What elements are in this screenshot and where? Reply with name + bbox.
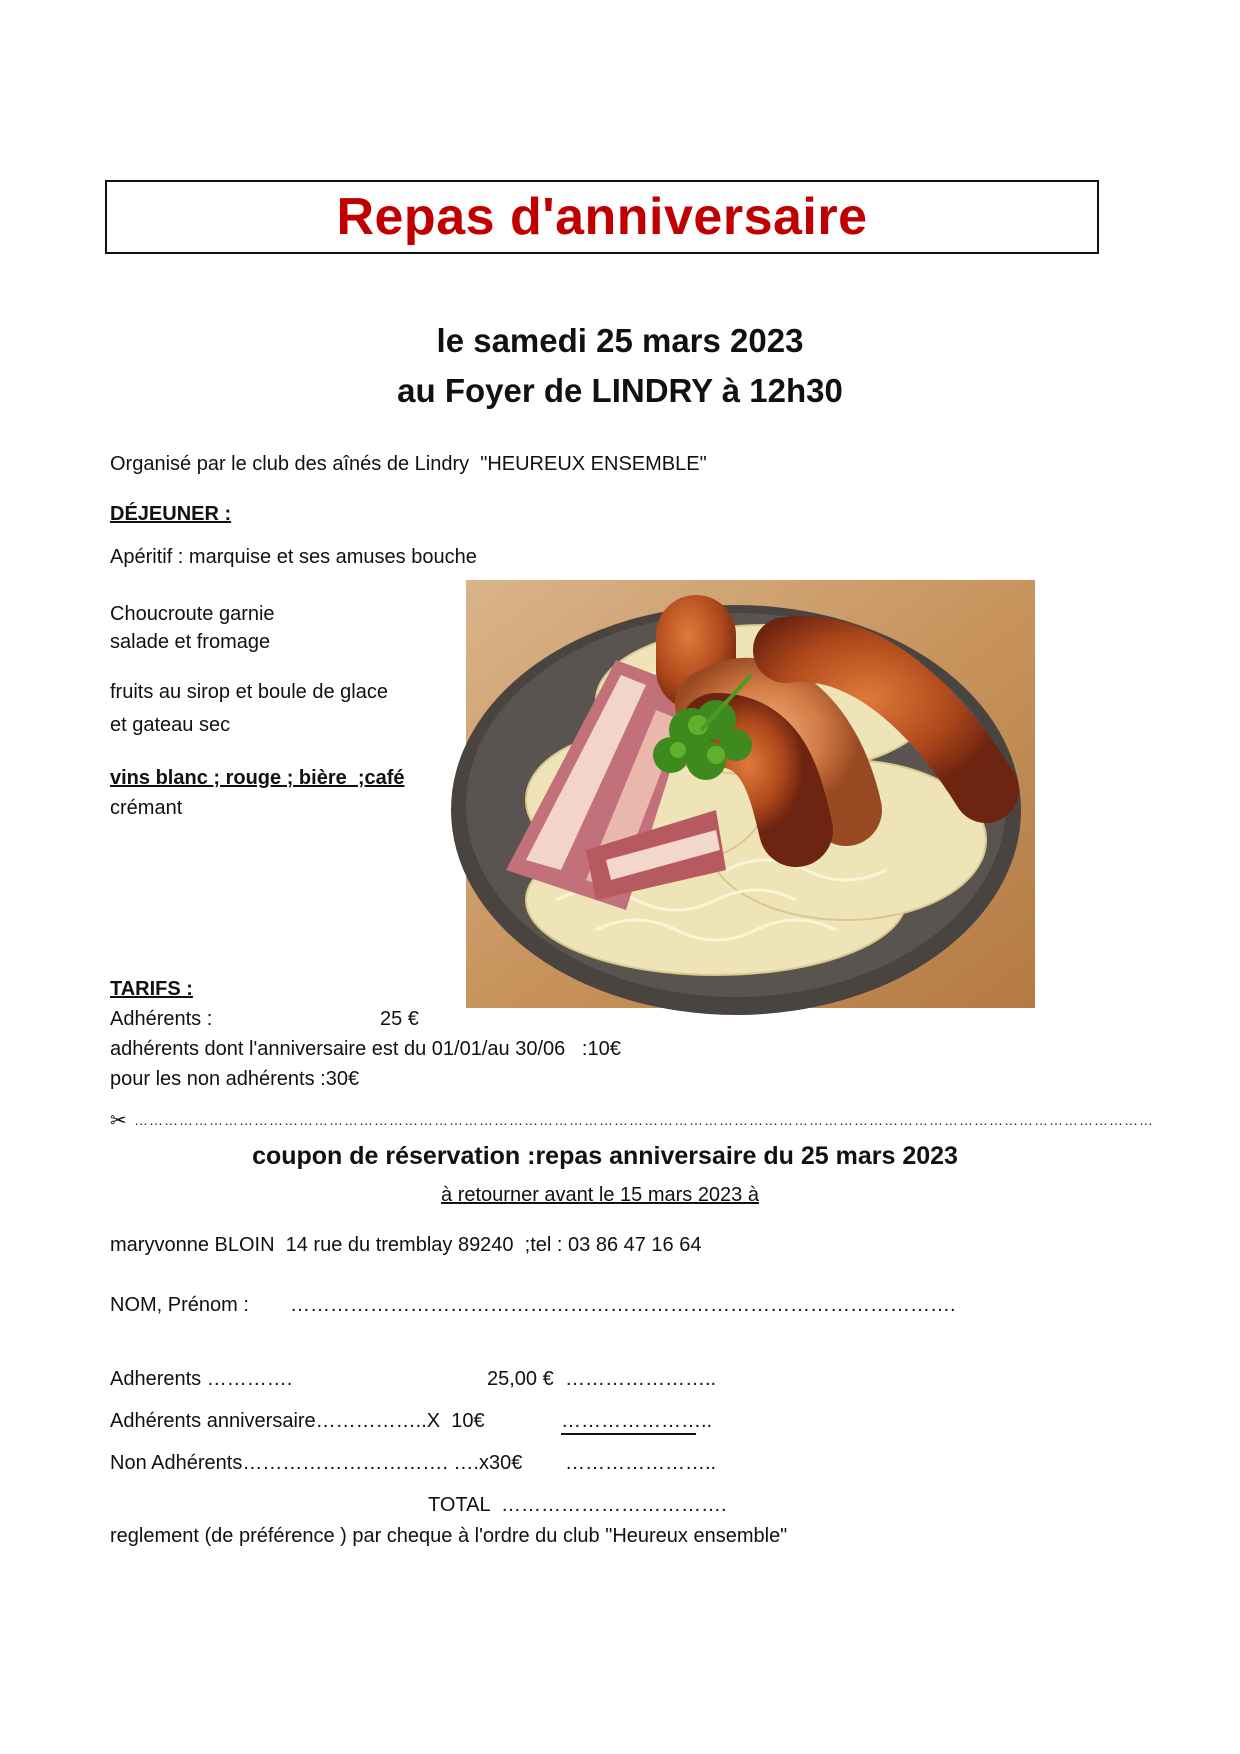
event-date: le samedi 25 mars 2023 xyxy=(436,322,804,359)
title-box xyxy=(105,180,1099,254)
tarifs-heading: TARIFS : xyxy=(110,978,193,1000)
name-label: NOM, Prénom : xyxy=(110,1294,249,1316)
row-anniversary-label: Adhérents anniversaire……………..X 10€ xyxy=(110,1410,485,1432)
name-field[interactable]: ………………………………………………………………………………………. xyxy=(290,1294,956,1316)
tarif-adherents-price: 25 € xyxy=(380,1008,419,1030)
scissors-icon: ✂ xyxy=(110,1108,127,1132)
organizer-text: Organisé par le club des aînés de Lindry "HEUREUX ENSEMBLE" xyxy=(110,453,707,475)
tarif-adherents-label: Adhérents : xyxy=(110,1008,213,1030)
coupon-return-note: à retourner avant le 15 mars 2023 à xyxy=(441,1184,759,1206)
row-adherents-field[interactable]: ………………….. xyxy=(565,1368,717,1390)
menu-drinks-1: vins blanc ; rouge ; bière ;café xyxy=(110,767,405,789)
row-non-adherents-field[interactable]: ………………….. xyxy=(565,1452,717,1474)
menu-dessert-2: et gateau sec xyxy=(110,714,231,736)
menu-main-2: salade et fromage xyxy=(110,631,271,653)
menu-drinks-2: crémant xyxy=(110,797,183,819)
choucroute-plate-photo xyxy=(466,580,1035,1008)
coupon-title: coupon de réservation :repas anniversaire du 25 mars 2023 xyxy=(252,1142,958,1170)
row-non-adherents-label: Non Adhérents…………………………. ….x30€ xyxy=(110,1452,523,1474)
tarif-non-adherents: pour les non adhérents :30€ xyxy=(110,1068,360,1090)
menu-main-1: Choucroute garnie xyxy=(110,603,275,625)
coupon-contact: maryvonne BLOIN 14 rue du tremblay 89240 ;tel : 03 86 47 16 64 xyxy=(110,1234,702,1256)
menu-dessert-1: fruits au sirop et boule de glace xyxy=(110,681,388,703)
row-anniversary-field[interactable]: ………………….. xyxy=(561,1409,696,1435)
page-title: Repas d'anniversaire xyxy=(336,188,868,246)
row-adherents-price: 25,00 € xyxy=(487,1368,554,1390)
cut-line xyxy=(110,1108,1154,1132)
event-place: au Foyer de LINDRY à 12h30 xyxy=(397,372,843,409)
tarif-anniversary: adhérents dont l'anniversaire est du 01/01/au 30/06 :10€ xyxy=(110,1038,621,1060)
row-adherents-label: Adherents …………. xyxy=(110,1368,293,1390)
menu-aperitif: Apéritif : marquise et ses amuses bouche xyxy=(110,546,477,568)
payment-note: reglement (de préférence ) par cheque à l'ordre du club "Heureux ensemble" xyxy=(110,1525,788,1547)
total-field[interactable]: TOTAL ……………………………. xyxy=(428,1494,727,1516)
menu-heading: DÉJEUNER : xyxy=(110,503,232,525)
cut-dots: …………………………………………………………………………………………………………………………………………………………………………………… xyxy=(134,1112,1154,1128)
